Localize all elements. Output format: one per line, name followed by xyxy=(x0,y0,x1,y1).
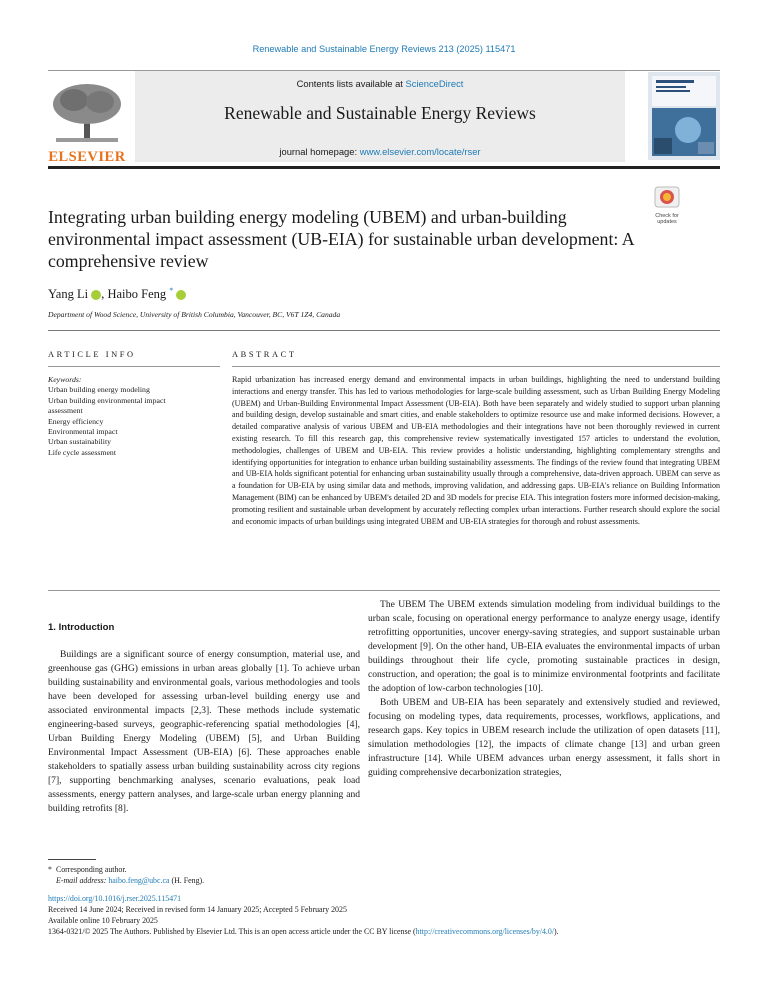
banner-bottom-rule xyxy=(48,166,720,169)
section-heading: 1. Introduction xyxy=(48,622,115,633)
contents-prefix: Contents lists available at xyxy=(296,78,406,89)
abstract-heading: ABSTRACT xyxy=(232,350,297,359)
banner-top-rule xyxy=(48,70,720,71)
received-dates: Received 14 June 2024; Received in revised form 14 January 2025; Accepted 5 February 2025 xyxy=(48,905,347,914)
journal-cover-image[interactable] xyxy=(648,72,720,160)
homepage-link[interactable]: www.elsevier.com/locate/rser xyxy=(359,146,481,157)
keywords-block xyxy=(48,375,228,458)
homepage-line xyxy=(135,146,625,157)
header-divider xyxy=(48,330,720,331)
homepage-prefix: journal homepage: xyxy=(279,146,360,157)
orcid-icon[interactable] xyxy=(176,290,186,300)
footnote-corr: Corresponding author. xyxy=(55,865,127,874)
abstract-rule xyxy=(232,366,720,367)
orcid-icon[interactable] xyxy=(91,290,101,300)
contents-line xyxy=(135,78,625,89)
email-suffix: (H. Feng). xyxy=(169,876,205,885)
keyword-item: Life cycle assessment xyxy=(48,447,116,457)
body-paragraph: Buildings are a significant source of energy consumption, material use, and greenhouse gas (GHG) emissions in urban areas globally [1]. To achieve urban building sustainability and environmental goals, various methodologies and tools have been developed for assessing urban-level building energy use and associated environmental impacts [2,3]. These methods include systematic engineering-based surveys, geographic-referencing spatial methodologies [4], Urban Building Energy Modeling (UBEM) [5], and Urban Building Environmental Impact Assessment (UB-EIA) [6]. These approaches enable stakeholders to spatially assess urban building sustainability across city regions [7], supporting benchmarking analyses, scenario evaluations, peak load assessments, energy pattern analyses, and large-scale urban energy planning and building retrofits [8]. xyxy=(48,649,360,814)
author-separator: , xyxy=(101,287,108,302)
bookmark-icon xyxy=(654,186,680,208)
keyword-item: Urban sustainability xyxy=(48,437,112,447)
keyword-item: Environmental impact xyxy=(48,427,118,437)
email-link[interactable]: haibo.feng@ubc.ca xyxy=(108,876,170,885)
online-date: Available online 10 February 2025 xyxy=(48,916,158,925)
article-title: Integrating urban building energy modeling (UBEM) and urban-building environmental impact assessment (UB-EIA) for sustainable urban development: A comprehensive review xyxy=(48,207,634,271)
journal-reference[interactable]: Renewable and Sustainable Energy Reviews 213 (2025) 115471 xyxy=(252,44,516,54)
doi-link[interactable]: https://doi.org/10.1016/j.rser.2025.115471 xyxy=(48,894,182,903)
publisher-name: ELSEVIER xyxy=(48,149,126,165)
left-column xyxy=(48,648,360,816)
keyword-item: Urban building energy modeling xyxy=(48,385,150,395)
affiliation: Department of Wood Science, University of British Columbia, Vancouver, BC, V6T 1Z4, Canada xyxy=(48,310,341,319)
check-for-updates-badge[interactable] xyxy=(652,186,682,225)
footnote-mark: * xyxy=(48,865,52,874)
abstract-bottom-rule xyxy=(48,590,720,591)
footnote-rule xyxy=(48,859,96,860)
license-link[interactable]: http://creativecommons.org/licenses/by/4.0/ xyxy=(415,927,555,936)
elsevier-logo[interactable] xyxy=(48,80,126,165)
keyword-item: Energy efficiency xyxy=(48,416,104,426)
license-prefix: 1364-0321/© 2025 The Authors. Published by Elsevier Ltd. This is an open access article under the CC BY license ( xyxy=(48,927,416,936)
body-paragraph: Both UBEM and UB-EIA has been separately and extensively studied and reviewed, focusing on modeling types, data requirements, processes, workflows, applications, and research gaps. Key topics in UBEM research include the utilization of open datasets [11], simulation methodologies [12], the impacts of climate change [13] and urban green infrastructure [14]. While UBEM advances urban energy assessment, it falls short in guiding comprehensive decarbonization strategies, xyxy=(368,697,720,778)
keywords-label: Keywords: xyxy=(48,375,82,384)
sciencedirect-link[interactable]: ScienceDirect xyxy=(405,78,464,89)
article-info-rule xyxy=(48,366,220,367)
corresponding-mark[interactable]: * xyxy=(169,286,174,295)
license-line xyxy=(48,926,748,937)
article-info-heading: ARTICLE INFO xyxy=(48,350,136,359)
author-name[interactable]: Yang Li xyxy=(48,287,89,302)
check-for-updates-label: Check for updates xyxy=(655,213,679,225)
footnote xyxy=(48,864,205,886)
right-column xyxy=(368,598,720,780)
author-list xyxy=(48,286,186,302)
author-name[interactable]: Haibo Feng xyxy=(107,287,167,302)
corresponding-author-note xyxy=(48,864,204,875)
email-label: E-mail address: xyxy=(56,876,109,885)
publication-info xyxy=(48,893,748,937)
keyword-item: Urban building environmental impact xyxy=(48,395,166,405)
abstract-text: Rapid urbanization has increased energy demand and environmental impacts in urban buildings, highlighting the need to understand building interactions and energy transfer. This has led to various methodologies for large-scale building assessment, such as Urban Building Energy Modeling (UBEM) and Urban-Building Environmental Impact Assessment (UB-EIA). Both have been separately and widely studied to support urban planning and building design, develop sustainable and smart cities, and enable stakeholders to optimize resource use and make informed decisions. However, a detailed comparative analysis of various UBEM and UB-EIA methodologies and their integrations have not been thoroughly reviewed in current existing research. To fill this research gap, this comprehensive review systematically investigated 157 articles to understand the evolution, methodologies, challenges of UBEM and UB-EIA. This review provides a holistic understanding, highlighting complementary strengths and identifying opportunities for integration to enhance urban building sustainability assessments. The findings of the review found that integrating UBEM and UB-EIA holds significant potential for enhancing urban sustainability usually through a comprehensive, data-driven approach. UBEM can serve as a foundation for UB-EIA by using similar data and methods, improving validation, and addressing gaps. UB-EIA's reliance on Building Information Management (BIM) can be enhanced by UBEM's detailed 2D and 3D models for precise EIA. This integration fosters more informed decision-making, promoting resilient and sustainable urban development by accurately reflecting complex urban interactions. Further research should explore the social and economic impacts of urban buildings using integrated UBEM and UB-EIA strategies for thorough and robust assessments. xyxy=(232,375,720,526)
keyword-item: assessment xyxy=(48,406,83,416)
body-paragraph: The UBEM The UBEM extends simulation modeling from individual buildings to the urban scale, focusing on operational energy performance to analyze energy usage, identify retrofitting opportunities, uncover energy-saving strategies, and support sustainable urban development [9]. On the other hand, UB-EIA evaluates the environmental impacts of urban buildings throughout their life cycle, promoting sustainable practices in design, construction, and operation; the goal is to minimize environmental footprints and facilitate the adoption of low-carbon technologies [10]. xyxy=(368,599,720,694)
elsevier-tree-icon xyxy=(48,80,126,144)
license-suffix: ). xyxy=(554,927,559,936)
journal-title: Renewable and Sustainable Energy Reviews xyxy=(224,103,536,123)
email-line xyxy=(56,875,204,886)
